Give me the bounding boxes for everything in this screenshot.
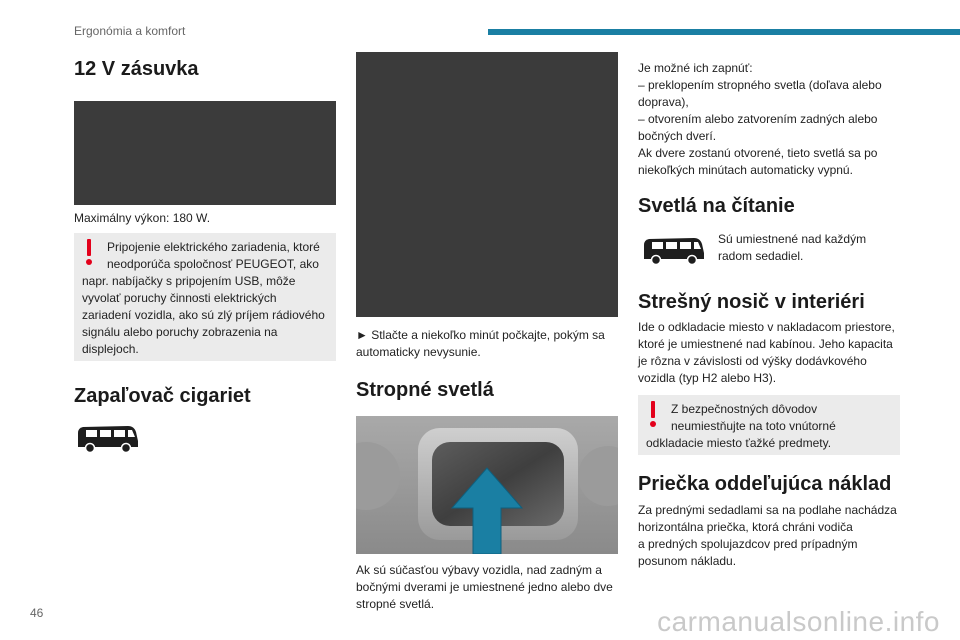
roof-heading: Strešný nosič v interiéri xyxy=(638,291,865,313)
warning-line: Pripojenie elektrického zariadenia, ktoré xyxy=(107,240,320,254)
roof-warning-note xyxy=(638,395,900,455)
column-left xyxy=(74,56,336,453)
van-icon xyxy=(640,235,706,265)
warning-line: vyvolať poruchy činnosti elektrických xyxy=(82,291,277,305)
lighter-photo xyxy=(356,52,618,317)
switch-line: doprava), xyxy=(638,95,689,109)
switch-line: – preklopením stropného svetla (doľava alebo xyxy=(638,78,882,92)
switch-line: niekoľkých minútach automaticky vypnú. xyxy=(638,163,853,177)
max-power-text: Maximálny výkon: 180 W. xyxy=(74,211,211,225)
switch-line: Je možné ich zapnúť: xyxy=(638,61,753,75)
column-right xyxy=(638,60,900,570)
ceiling-heading: Stropné svetlá xyxy=(356,379,494,401)
roof-line: vozidla (typ H2 alebo H3). xyxy=(638,371,777,385)
roof-warning-line: neumiestňujte na toto vnútorné xyxy=(671,419,836,433)
switch-line: Ak dvere zostanú otvorené, tieto svetlá sa po xyxy=(638,146,878,160)
bar-line: Za prednými sedadlami sa na podlahe nachádza xyxy=(638,503,897,517)
page-number: 46 xyxy=(30,606,44,620)
switch-line: bočných dverí. xyxy=(638,129,717,143)
ceiling-line: bočnými dverami je umiestnené jedno alebo dve xyxy=(356,580,613,594)
roof-warning-line: odkladacie miesto ťažké predmety. xyxy=(646,436,832,450)
warning-icon xyxy=(86,239,92,265)
socket-warning-note xyxy=(74,233,336,361)
reading-line: Sú umiestnené nad každým xyxy=(718,232,867,246)
bar-heading: Priečka oddeľujúca náklad xyxy=(638,473,892,495)
roof-warning-line: Z bezpečnostných dôvodov xyxy=(671,402,818,416)
warning-line: displejoch. xyxy=(82,342,139,356)
roof-line: ktoré je umiestnené nad kabínou. Jeho kapacita xyxy=(638,337,893,351)
press-line: automaticky nevysunie. xyxy=(356,345,481,359)
bar-line: posunom nákladu. xyxy=(638,554,737,568)
switch-line: – otvorením alebo zatvorením zadných alebo xyxy=(638,112,878,126)
bar-line: horizontálna priečka, ktorá chráni vodiča xyxy=(638,520,853,534)
section-title: Ergonómia a komfort xyxy=(74,24,186,38)
lighter-heading: Zapaľovač cigariet xyxy=(74,385,251,407)
van-icon xyxy=(74,423,140,453)
ceiling-light-photo xyxy=(356,416,618,554)
warning-line: napr. nabíjačky s pripojením USB, môže xyxy=(82,274,296,288)
warning-line: signálu alebo poruchy zobrazenia na xyxy=(82,325,278,339)
reading-line: radom sedadiel. xyxy=(718,249,804,263)
bar-line: a predných spolujazdcov pred prípadným xyxy=(638,537,858,551)
warning-icon xyxy=(650,401,656,427)
reading-block xyxy=(638,231,900,271)
warning-line: neodporúča spoločnosť PEUGEOT, ako xyxy=(107,257,319,271)
column-middle xyxy=(356,52,618,613)
socket-photo xyxy=(74,101,336,205)
ceiling-line: Ak sú súčasťou výbavy vozidla, nad zadným a xyxy=(356,563,602,577)
watermark: carmanualsonline.info xyxy=(657,606,940,637)
roof-line: Ide o odkladacie miesto v nakladacom priestore, xyxy=(638,320,895,334)
ceiling-line: stropné svetlá. xyxy=(356,597,435,611)
socket-heading: 12 V zásuvka xyxy=(74,58,199,80)
warning-line: zariadení vozidla, ako sú zlý príjem rádiového xyxy=(82,308,325,322)
header-accent-bar xyxy=(488,29,960,35)
press-line: ► Stlačte a niekoľko minút počkajte, pokým sa xyxy=(356,328,605,342)
reading-heading: Svetlá na čítanie xyxy=(638,195,795,217)
roof-line: je rôzna v závislosti od výšky dodávkového xyxy=(638,354,867,368)
